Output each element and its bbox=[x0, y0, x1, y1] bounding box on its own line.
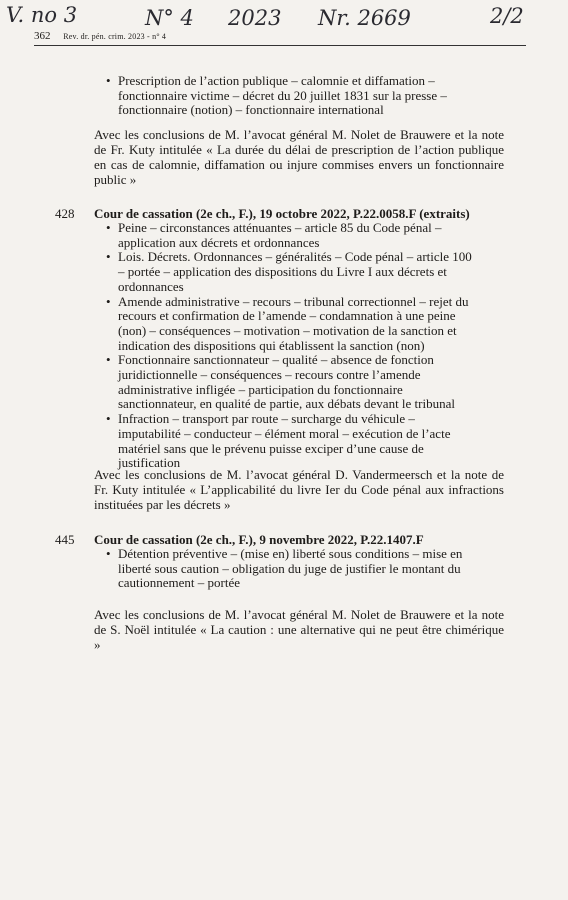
header-rule bbox=[34, 45, 526, 46]
keyword-item: • Fonctionnaire sanctionnateur – qualité – absence de fonction juridictionnelle – conséquences – recours contre l’amende administrative infligée – participation du fonctionnaire sanctionnateur, en qualité de partie, aux débats devant le tribunal bbox=[106, 353, 478, 412]
keyword-list bbox=[106, 74, 478, 118]
commentary-note: Avec les conclusions de M. l’avocat général M. Nolet de Brauwere et la note de S. Noël intitulée « La caution : une alternative qui ne peut être chimérique » bbox=[94, 607, 504, 652]
keyword-item: • Lois. Décrets. Ordonnances – généralités – Code pénal – article 100 – portée – application des dispositions du Livre I aux décrets et ordonnances bbox=[106, 250, 478, 294]
handwritten-sheet: 2/2 bbox=[490, 4, 524, 28]
handwritten-issue: N° 4 bbox=[145, 6, 194, 30]
keyword-item: • Peine – circonstances atténuantes – article 85 du Code pénal – application aux décrets et ordonnances bbox=[106, 221, 478, 250]
commentary-note: Avec les conclusions de M. l’avocat général M. Nolet de Brauwere et la note de Fr. Kuty intitulée « La durée du délai de prescription de l’action publique en cas de calomnie, diffamation ou injure commises envers un fonctionnaire public » bbox=[94, 127, 504, 187]
decision-title: Cour de cassation (2e ch., F.), 9 novembre 2022, P.22.1407.F bbox=[94, 532, 424, 547]
commentary-note: Avec les conclusions de M. l’avocat général D. Vandermeersch et la note de Fr. Kuty intitulée « L’applicabilité du livre Ier du Code pénal aux infractions instituées par les décrets » bbox=[94, 467, 504, 512]
handwritten-volume: V. no 3 bbox=[6, 3, 78, 27]
entry-number: 428 bbox=[55, 206, 75, 221]
keyword-item: • Infraction – transport par route – surcharge du véhicule – imputabilité – conducteur – élément moral – exécution de l’acte matériel sans que le prévenu puisse exciper d’une cause de justification bbox=[106, 412, 478, 471]
keyword-item: • Détention préventive – (mise en) liberté sous conditions – mise en liberté sous caution – obligation du juge de justifier le montant du cautionnement – portée bbox=[106, 547, 478, 591]
decision-title: Cour de cassation (2e ch., F.), 19 octobre 2022, P.22.0058.F (extraits) bbox=[94, 206, 470, 221]
entry-number: 445 bbox=[55, 532, 75, 547]
handwritten-number: Nr. 2669 bbox=[318, 6, 411, 30]
keyword-list bbox=[106, 221, 478, 471]
page-number: 362 bbox=[34, 30, 51, 42]
handwritten-year: 2023 bbox=[228, 6, 282, 30]
running-head bbox=[34, 30, 166, 42]
keyword-item: • Amende administrative – recours – tribunal correctionnel – rejet du recours et confirmation de l’amende – condamnation à une peine (non) – conséquences – motivation – motivation de la sanction et indication des dispositions qui établissent la sanction (non) bbox=[106, 295, 478, 354]
keyword-item: • Prescription de l’action publique – calomnie et diffamation – fonctionnaire victime – décret du 20 juillet 1831 sur la presse – fonctionnaire (notion) – fonctionnaire international bbox=[106, 74, 478, 118]
journal-reference: Rev. dr. pén. crim. 2023 - n° 4 bbox=[63, 32, 167, 41]
keyword-list bbox=[106, 547, 478, 591]
